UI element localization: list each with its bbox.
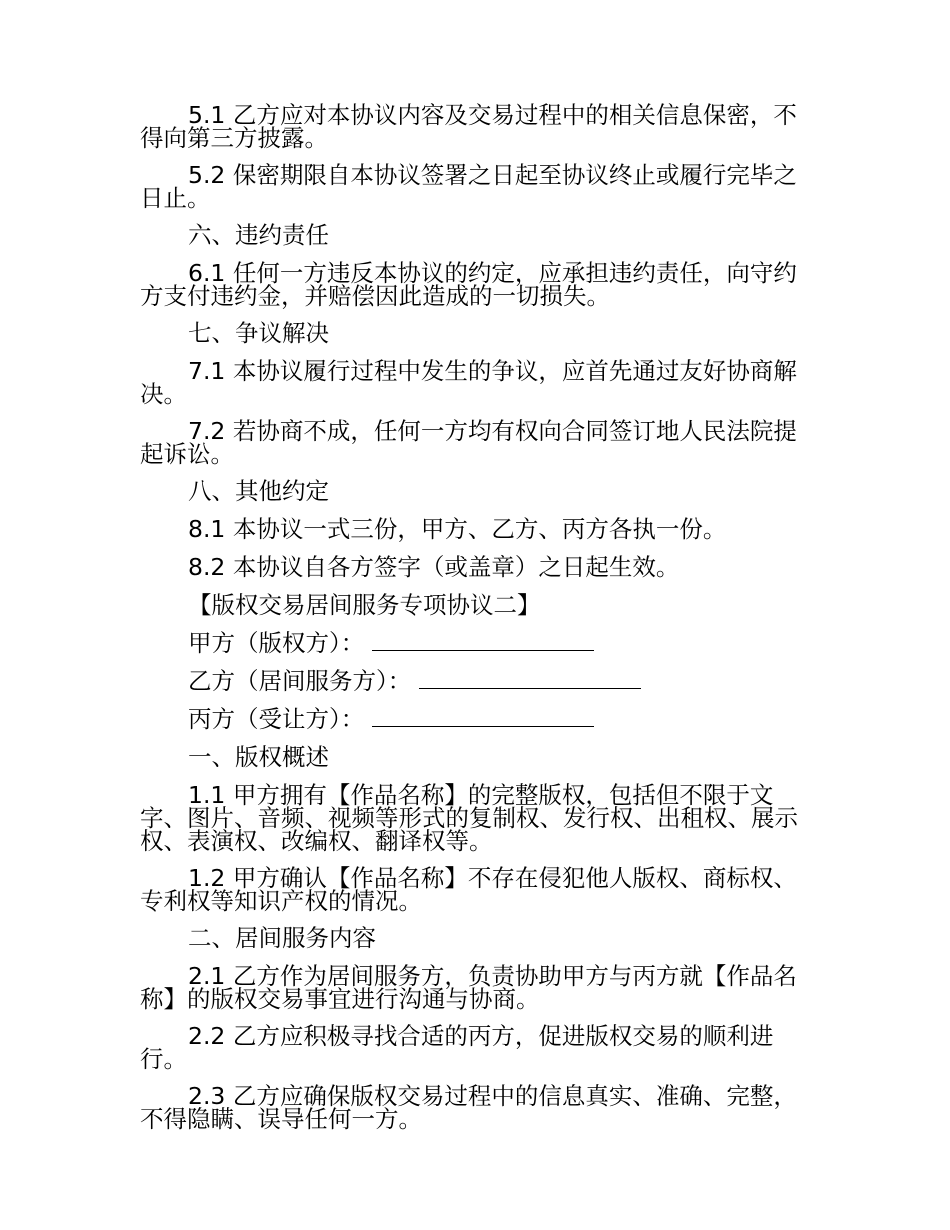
section-heading-6: 六、违约责任 <box>188 221 329 249</box>
clause-7-1: 7.1 本协议履行过程中发生的争议，应首先通过友好协商解决。 <box>140 357 797 408</box>
party-a-blank <box>372 632 594 651</box>
clause-5-1: 5.1 乙方应对本协议内容及交易过程中的相关信息保密，不得向第三方披露。 <box>140 101 797 152</box>
clause-2-1: 2.1 乙方作为居间服务方，负责协助甲方与丙方就【作品名称】的版权交易事宜进行沟通与协商。 <box>140 962 797 1013</box>
clause-8-2: 8.2 本协议自各方签字（或盖章）之日起生效。 <box>188 553 680 581</box>
party-c-label: 丙方（受让方）： <box>188 705 365 733</box>
section-heading-2: 二、居间服务内容 <box>188 924 376 952</box>
document-page <box>140 101 810 1145</box>
party-c-blank <box>372 708 594 727</box>
clause-7-2: 7.2 若协商不成，任何一方均有权向合同签订地人民法院提起诉讼。 <box>140 417 797 468</box>
clause-1-2: 1.2 甲方确认【作品名称】不存在侵犯他人版权、商标权、专利权等知识产权的情况。 <box>140 864 797 915</box>
section-heading-7: 七、争议解决 <box>188 319 329 347</box>
clause-1-1: 1.1 甲方拥有【作品名称】的完整版权，包括但不限于文字、图片、音频、视频等形式的复制权、发行权、出租权、展示权、表演权、改编权、翻译权等。 <box>140 781 798 855</box>
party-b-blank <box>419 670 641 689</box>
clause-8-1: 8.1 本协议一式三份，甲方、乙方、丙方各执一份。 <box>188 515 727 543</box>
party-b-label: 乙方（居间服务方）： <box>188 667 412 695</box>
agreement-title: 【版权交易居间服务专项协议二】 <box>188 591 541 619</box>
clause-2-2: 2.2 乙方应积极寻找合适的丙方，促进版权交易的顺利进行。 <box>140 1022 774 1073</box>
party-a-line <box>140 629 810 657</box>
section-heading-1: 一、版权概述 <box>188 743 329 771</box>
clause-5-2: 5.2 保密期限自本协议签署之日起至协议终止或履行完毕之日止。 <box>140 161 797 212</box>
party-c-line <box>140 705 810 733</box>
party-a-label: 甲方（版权方）： <box>188 629 365 657</box>
clause-2-3: 2.3 乙方应确保版权交易过程中的信息真实、准确、完整，不得隐瞒、误导任何一方。 <box>140 1082 797 1133</box>
section-heading-8: 八、其他约定 <box>188 477 329 505</box>
party-b-line <box>140 667 810 695</box>
clause-6-1: 6.1 任何一方违反本协议的约定，应承担违约责任，向守约方支付违约金，并赔偿因此造成的一切损失。 <box>140 259 797 310</box>
